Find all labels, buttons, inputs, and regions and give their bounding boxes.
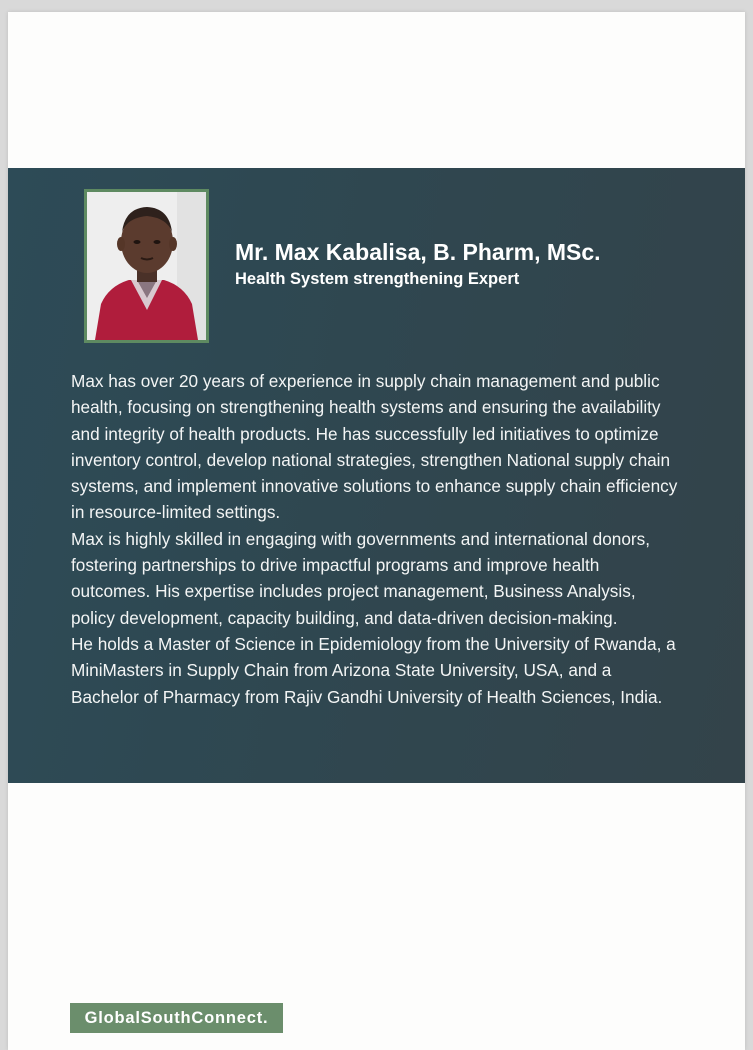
brand-badge: GlobalSouthConnect. (70, 1003, 283, 1033)
bio-paragraph: Max has over 20 years of experience in supply chain management and public health, focusing on strengthening health systems and ensuring the availability and integrity of health products. He has successfully led initiatives to optimize inventory control, develop national strategies, strengthen National supply chain systems, and implement innovative solutions to enhance supply chain efficiency in resource-limited settings. (71, 371, 678, 523)
bio-text (71, 368, 683, 710)
bio-paragraph: He holds a Master of Science in Epidemiology from the University of Rwanda, a MiniMasters in Supply Chain from Arizona State University, USA, and a Bachelor of Pharmacy from Rajiv Gandhi University of Health Sciences, India. (71, 633, 676, 707)
profile-photo (84, 189, 209, 343)
bio-paragraph: Max is highly skilled in engaging with governments and international donors, fostering partnerships to drive impactful programs and improve health outcomes. His expertise includes project management, Business Analysis, policy development, capacity building, and data-driven decision-making. (71, 528, 650, 628)
expert-name: Mr. Max Kabalisa, B. Pharm, MSc. (235, 239, 601, 265)
expert-role: Health System strengthening Expert (235, 270, 520, 288)
